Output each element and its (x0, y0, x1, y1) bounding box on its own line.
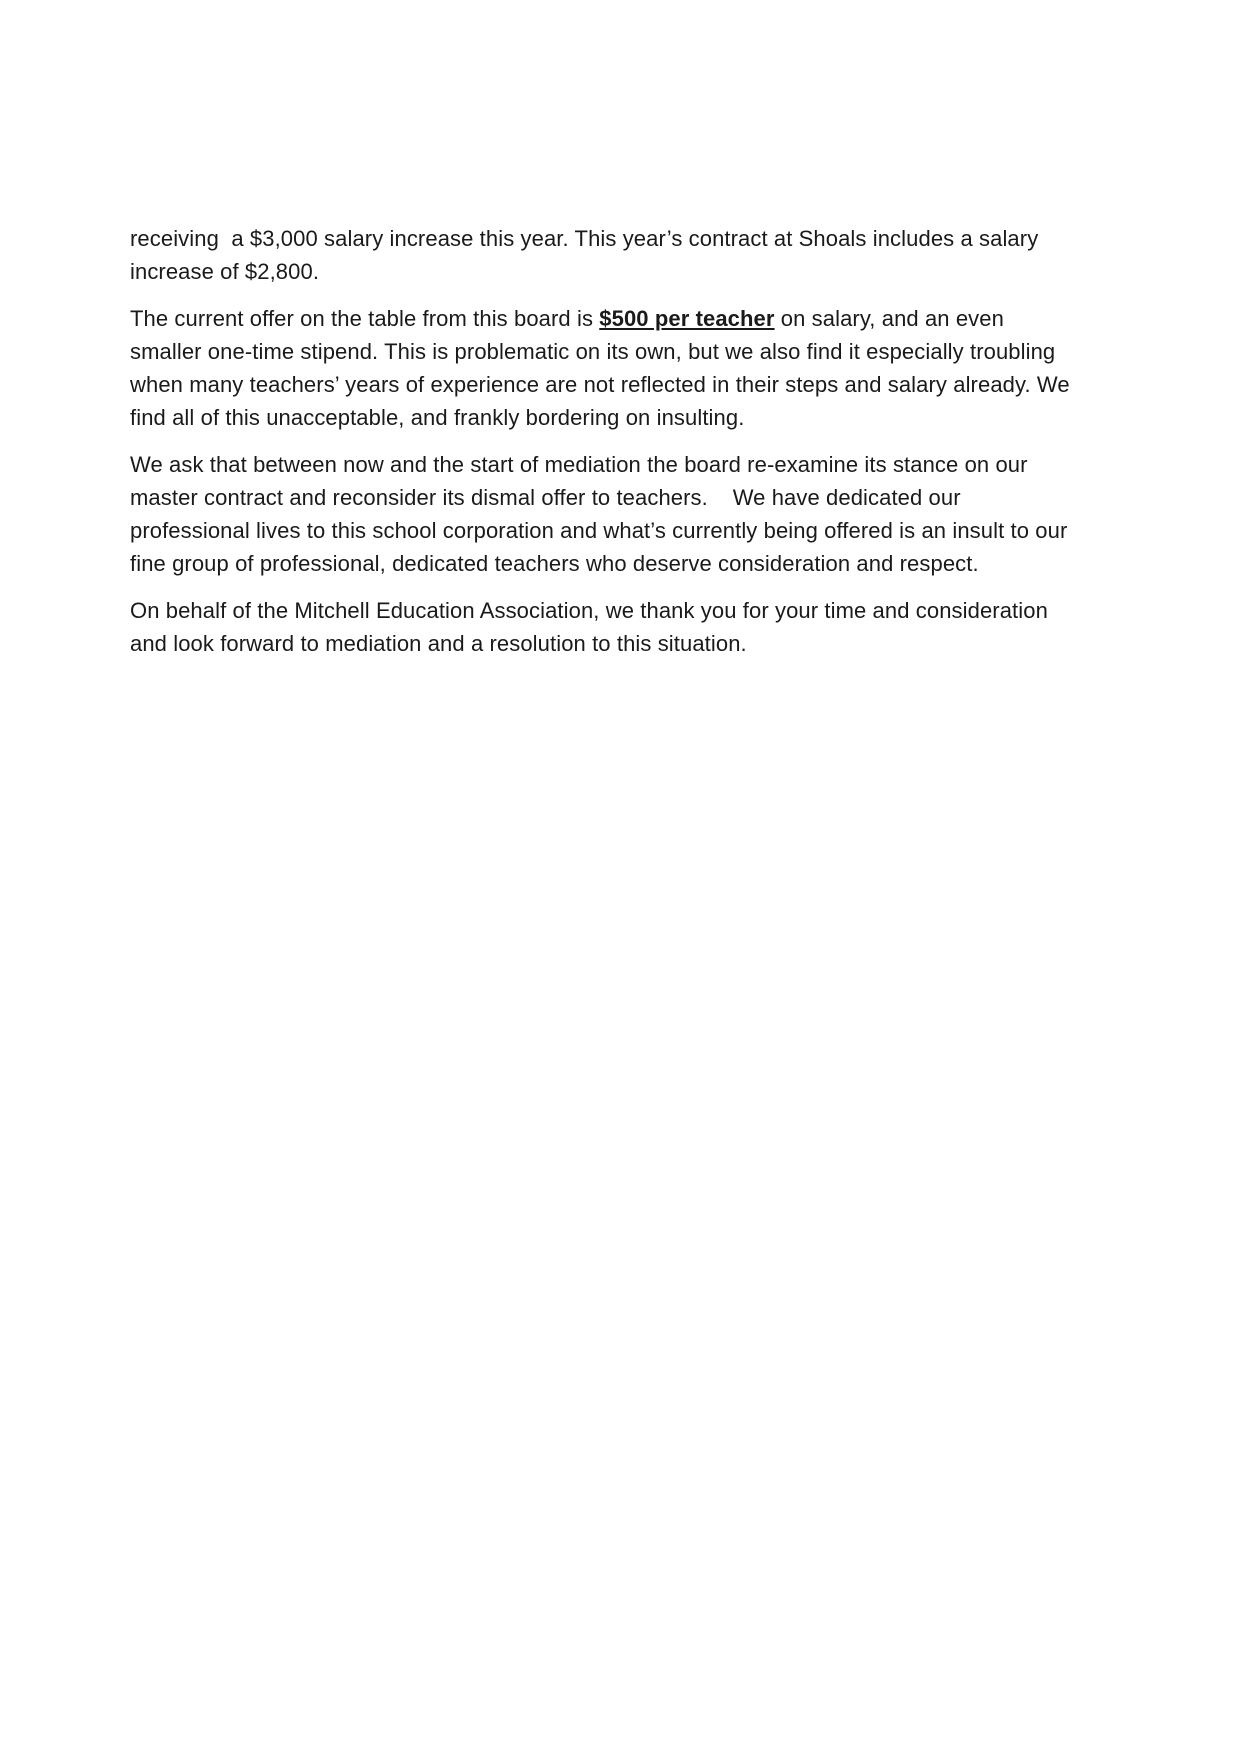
current-offer-text-pre: The current offer on the table from this board is (130, 306, 600, 331)
paragraph-closing: On behalf of the Mitchell Education Association, we thank you for your time and consideration and look forward to mediation and a resolution to this situation. (130, 598, 1055, 656)
paragraph-current-offer (130, 302, 1076, 434)
offer-amount-emphasis: $500 per teacher (599, 306, 775, 331)
letter-body (130, 222, 1076, 674)
paragraph-mediation-request: We ask that between now and the start of mediation the board re-examine its stance on our master contract and reconsider its dismal offer to teachers. We have dedicated our professional lives to this school corporation and what’s currently being offered is an insult to our fine group of professional, dedicated teachers who deserve consideration and respect. (130, 452, 1074, 576)
paragraph-salary-comparison: receiving a $3,000 salary increase this year. This year’s contract at Shoals includes a salary increase of $2,800. (130, 226, 1045, 284)
current-offer-text-post: on salary, and an even smaller one-time stipend. This is problematic on its own, but we also find it especially troubling when many teachers’ years of experience are not reflected in their steps and salary already. We find all of this unacceptable, and frankly bordering on insulting. (130, 306, 1076, 430)
